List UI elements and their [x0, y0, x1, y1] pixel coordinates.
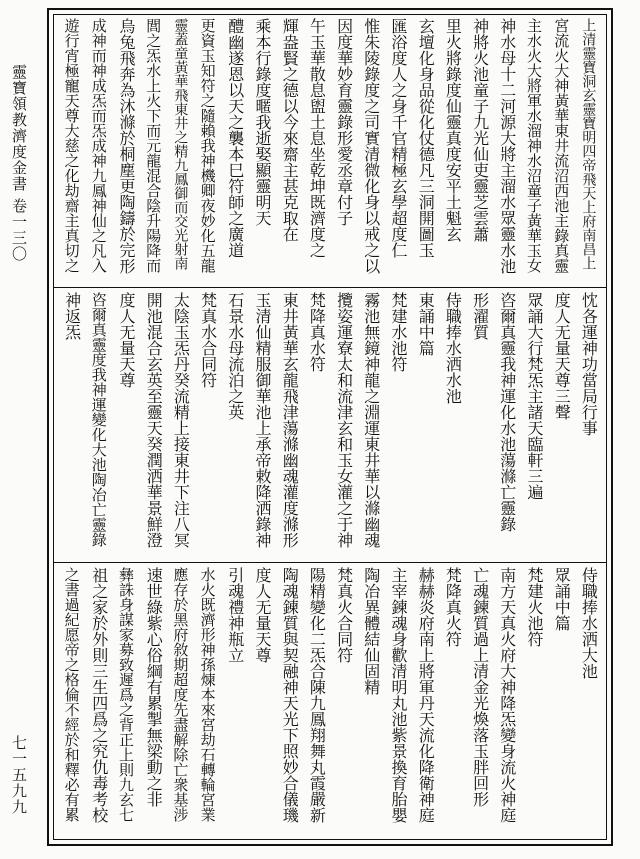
text-column: 速世綠紫心俗綱有累掣無梁動之非 — [144, 567, 164, 807]
text-column: 陽精變化二炁合陳九鳳翔舞丸霞嚴新 — [307, 567, 327, 823]
margin-page-number: 七一五九九 — [10, 735, 28, 815]
text-column: 侍職捧水洒水池 — [443, 292, 463, 404]
text-column: 匯浴度人之身千官精極玄學超度仁 — [389, 18, 408, 258]
text-column: 里火將錄度仙靈真度安平土魁玄 — [443, 18, 463, 242]
text-column: 梵真水合同符 — [198, 292, 218, 388]
text-column: 開池混合玄英至靈天癸潤洒華景鮮澄 — [144, 292, 164, 548]
text-column: 閭之炁水上火下而元龍混合陰升陽降而 — [144, 18, 163, 273]
text-column: 亡魂鍊質過上清金光煥落玉胖回形 — [470, 567, 490, 807]
text-column: 東誦中篇 — [416, 292, 436, 356]
text-column: 輝盎賢之德以今來齋主甚克取在 — [280, 18, 300, 242]
text-column: 梵建水池符 — [389, 292, 408, 372]
text-column: 赫赫炎府南上將軍丹天流化降衛神庭 — [416, 567, 436, 823]
text-column: 咨爾真靈我神運化水池蕩滌亡靈錄 — [497, 292, 517, 532]
text-column: 南方天真火府大神降炁變身流火神庭 — [497, 567, 517, 823]
text-column: 水火既濟形神孫煉本來宮劫石轉輪宮業 — [198, 567, 217, 822]
text-column: 靈蓋童黃華飛東井之精九鳳御而交光射南 — [172, 18, 189, 270]
text-column: 宮流火大神黃華東井流沼西池主錄真靈 — [552, 18, 571, 273]
text-column: 應存於黑府敘期超度先盡解除亡衆基涉 — [171, 567, 190, 822]
text-column: 咨爾真靈度我神運變化大池陶冶亡靈錄 — [89, 292, 108, 547]
text-column: 太陰玉炁丹癸流精上接東井下注八冥 — [171, 292, 191, 548]
text-column: 祖之家於外則三生四爲之究仇毒考校 — [89, 567, 109, 823]
text-column: 神返炁 — [62, 292, 82, 340]
text-column: 成神而神成炁而炁成神九鳳神仙之凡入 — [89, 18, 108, 273]
section-divider-bottom — [53, 562, 607, 563]
text-column: 陶冶異體結仙固精 — [361, 567, 381, 695]
text-column: 神水母十二河源大將主溜水眾靈水池 — [497, 18, 517, 274]
text-column: 神將火池童子九光仙吏靈芝雲蕭 — [470, 18, 490, 242]
text-column: 東井黃華玄龍飛津蕩滌幽魂灌度滌形 — [280, 292, 300, 548]
text-column: 石景水母流泊之英 — [225, 292, 245, 420]
text-column: 侍職捧水洒大池 — [579, 567, 599, 679]
text-column: 遊行宵極寵天尊大慈之化劫齋主真切之 — [62, 18, 81, 273]
text-column: 梵建火池符 — [525, 567, 544, 647]
text-column: 引魂禮神瓶立 — [225, 567, 245, 663]
text-column: 形濯質 — [470, 292, 490, 340]
margin-title: 靈寶領教濟度金書 卷一三〇 — [10, 64, 28, 262]
text-column: 度人无量天尊 — [117, 292, 136, 388]
text-column: 忱各運神功當局行事 — [579, 292, 599, 436]
text-column: 眾誦大行梵炁主諸天臨軒三遍 — [525, 292, 544, 500]
text-column: 玉清仙精服御華池上承帝敕降洒錄神 — [253, 292, 272, 548]
section-divider-top — [53, 287, 607, 288]
text-column: 因度華妙育靈錄形愛丞章付子 — [334, 18, 354, 226]
text-column: 攬姿運寮太和流津玄和玉女灌之于神 — [334, 292, 354, 548]
text-column: 醴幽遂恩以天之襲本巳符師之廣道 — [225, 18, 245, 258]
text-column: 度人无量天尊三聲 — [552, 292, 572, 420]
text-column: 乘本行錄度暱我逝娶顯靈明天 — [253, 18, 272, 226]
text-section-top — [58, 18, 602, 284]
text-section-middle — [58, 292, 602, 558]
text-column: 主宰鍊魂身歡清明丸池紫景換育胎嬰 — [389, 567, 408, 823]
text-column: 梵真火合同符 — [334, 567, 354, 663]
text-column: 梵降真火符 — [443, 567, 463, 647]
text-column: 度人无量天尊 — [253, 567, 272, 663]
text-column: 主水火大將軍水溜神水沼童子黃華玉女 — [525, 18, 543, 273]
text-column: 惟朱陵錄度之司實清微化身以戒之以 — [361, 18, 381, 274]
text-section-bottom — [58, 567, 602, 837]
text-column: 陶魂鍊質與契融神天光下照妙合儀璣 — [280, 567, 300, 823]
text-column: 烏兔飛奔為沐滌於桐塵更陶鑄於完形 — [117, 18, 136, 274]
text-column: 眾誦中篇 — [552, 567, 572, 631]
text-column: 更資玉知符之隨賴我神機卿夜妙化五龍 — [198, 18, 217, 273]
text-column: 午玉華散息盥土息坐乾坤既濟度之 — [307, 18, 327, 258]
text-column: 之書過紀愿帝之格倫不經於和釋必有累 — [62, 567, 81, 822]
text-column: 霧池無鏡神龍之淵運東井華以滌幽魂 — [361, 292, 381, 548]
text-column: 玄壇化身品從化仗德凡三洞開圖玉 — [416, 18, 436, 258]
text-column: 彝誅身謀家募致遲爲之背正上則九玄七 — [117, 567, 135, 822]
text-column: 上清靈寶洞玄靈寶明四帝飛天上府南昌上 — [580, 18, 597, 270]
text-column: 梵降真水符 — [307, 292, 327, 372]
